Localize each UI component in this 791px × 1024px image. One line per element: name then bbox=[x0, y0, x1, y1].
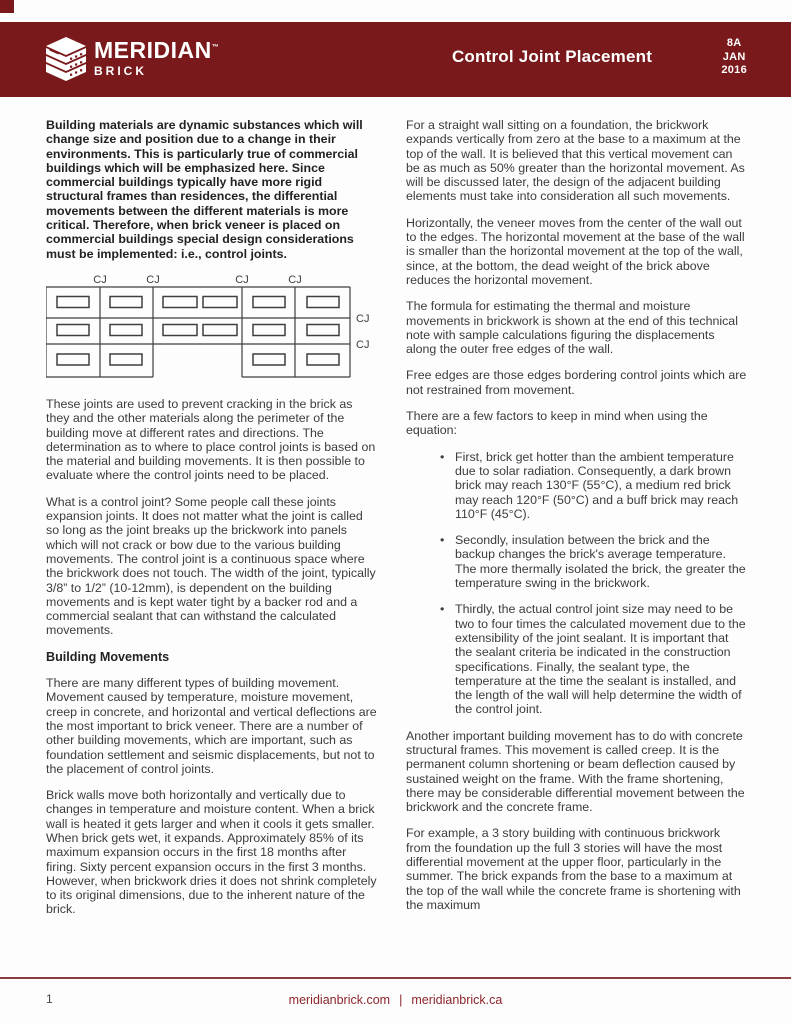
paragraph-factors-lead-in: There are a few factors to keep in mind when using the equation: bbox=[406, 409, 708, 438]
page-number: 1 bbox=[46, 992, 53, 1006]
paragraph-movement-types: There are many different types of building movement. Movement caused by temperature, moisture movement, creep in concrete, and horizontal and vertical deflections are the most important to brick veneer. There are a number of other building movements, which are important, such as foundation settlement and seismic displacements, but not to the placement of control joints. bbox=[46, 676, 377, 776]
trademark-symbol: ™ bbox=[211, 44, 219, 51]
meridian-brick-logo bbox=[46, 35, 219, 83]
bullet-icon: • bbox=[440, 533, 445, 548]
paragraph-horizontally: Horizontally, the veneer moves from the center of the wall out to the edges. The horizontal movement at the base of the wall is smaller than the horizontal movement at the top of the wall, since, at the bottom, the dead weight of the brick above reduces the horizontal movement. bbox=[406, 215, 745, 287]
paragraph-these-joints: These joints are used to prevent cracking in the brick as they and the other materials along the perimeter of the building move at different rates and directions. The determination as to where to place control joints is based on the material and building movements. It is then possible to evaluate where the control joints need to be placed. bbox=[46, 396, 376, 483]
brand-sub-label: BRICK bbox=[94, 64, 147, 78]
bullet-text-thirdly: Thirdly, the actual control joint size may need to be two to four times the calculated movement due to the extensibility of the joint sealant. It is important that the sealant criteria be indicated in the construction specifications. Finally, the sealant type, the temperature at the time the sealant is installed, and the length of the wall will help determine the width of the control joint. bbox=[455, 602, 746, 717]
cj-label-top-2: CJ bbox=[146, 273, 160, 286]
building-bricks-icon bbox=[46, 37, 86, 83]
bullet-item-first bbox=[406, 450, 747, 521]
footer-divider-line bbox=[0, 977, 791, 979]
cj-label-top-1: CJ bbox=[93, 273, 107, 286]
bullet-icon: • bbox=[440, 602, 445, 617]
brand-name: MERIDIAN bbox=[94, 37, 212, 63]
left-column bbox=[46, 118, 377, 929]
doc-month: JAN bbox=[722, 50, 746, 63]
logo-wordmark bbox=[94, 35, 219, 78]
bullet-text-secondly: Secondly, insulation between the brick and the backup changes the brick's average temperature. The more thermally isolated the brick, the greater the temperature swing in the brickwork. bbox=[455, 533, 746, 591]
bullet-item-secondly bbox=[406, 533, 747, 590]
doc-year: 2016 bbox=[721, 64, 747, 76]
footer-separator: | bbox=[399, 993, 403, 1007]
paragraph-free-edges: Free edges are those edges bordering control joints which are not restrained from movement. bbox=[406, 368, 747, 397]
bullet-icon: • bbox=[440, 449, 445, 464]
paragraph-what-is-control-joint: What is a control joint? Some people call these joints expansion joints. It does not matter what the joint is called so long as the joint breaks up the brickwork into panels which will not crack or bow due to the various building movements. The control joint is a continuous space where the brickwork does not touch. The width of the joint, typically 3/8” to 1/2” (10-12mm), is dependent on the building movements and is kept water tight by a backer rod and a commercial sealant that can withstand the calculated movements. bbox=[46, 494, 376, 638]
paragraph-brick-walls-move: Brick walls move both horizontally and vertically due to changes in temperature and moisture content. When a brick wall is heated it gets larger and when it cools it gets smaller. When brick gets wet, it expands. Approximately 85% of its maximum expansion occurs in the first 18 months after firing. Sixty percent expansion occurs in the first 3 months. However, when brickwork dries it does not shrink completely to its original dimensions, due to the inherent nature of the brick. bbox=[46, 788, 377, 917]
header-band bbox=[0, 22, 791, 97]
link-meridianbrick-ca[interactable]: meridianbrick.ca bbox=[411, 993, 503, 1007]
cj-label-top-4: CJ bbox=[288, 273, 302, 286]
footer-links bbox=[0, 993, 791, 1007]
wall-grid-lines bbox=[46, 287, 350, 377]
bullet-text-first: First, brick get hotter than the ambient temperature due to solar radiation. Consequently, a dark brown brick may reach 130°F (55°C), a medium red brick may reach 120°F (50°C) and a buff brick may reach 110°F (45°C). bbox=[455, 449, 739, 521]
heading-building-movements: Building Movements bbox=[46, 649, 170, 664]
doc-code: 8A bbox=[726, 37, 742, 49]
document-code-date bbox=[721, 37, 747, 78]
link-meridianbrick-com[interactable]: meridianbrick.com bbox=[288, 993, 391, 1007]
paragraph-formula: The formula for estimating the thermal and moisture movements in brickwork is shown at the end of this technical note with sample calculations figuring the displacements along the outer free edges of the wall. bbox=[406, 299, 738, 357]
right-column bbox=[406, 118, 747, 924]
cj-label-right-2: CJ bbox=[356, 338, 370, 351]
paragraph-creep: Another important building movement has to do with concrete structural frames. This movement is called creep. It is the permanent column shortening or beam deflection caused by sustained weight on the frame. With the frame shortening, there may be considerable differential movement between the brickwork and the concrete frame. bbox=[406, 728, 745, 815]
paragraph-example: For example, a 3 story building with continuous brickwork from the foundation up the full 3 stories will have the most differential movement at the upper floor, particularly in the summer. The brick expands from the base to a maximum at the top of the wall while the concrete frame is shortening with the maximum bbox=[406, 826, 741, 912]
window-openings bbox=[57, 296, 339, 365]
bullet-item-thirdly bbox=[406, 602, 747, 716]
cj-label-top-3: CJ bbox=[235, 273, 249, 286]
cj-label-right-1: CJ bbox=[356, 312, 370, 325]
document-title: Control Joint Placement bbox=[451, 47, 653, 66]
control-joint-elevation-diagram bbox=[46, 273, 377, 385]
intro-paragraph: Building materials are dynamic substances which will change size and position due to a change in their environments. This is particularly true of commercial buildings which will be emphasized here. Since commercial buildings typically have more rigid structural frames than residences, the differential movements between the different materials is more critical. Therefore, when brick veneer is placed on commercial buildings special design considerations must be implemented: i.e., control joints. bbox=[46, 118, 363, 261]
corner-accent-square bbox=[0, 0, 14, 13]
paragraph-straight-wall: For a straight wall sitting on a foundation, the brickwork expands vertically from zero at the base to a maximum at the top of the wall. It is believed that this vertical movement can be as much as 50% greater than the horizontal movement. As will be discussed later, the design of the adjacent building elements must take into consideration all such movements. bbox=[406, 118, 745, 204]
